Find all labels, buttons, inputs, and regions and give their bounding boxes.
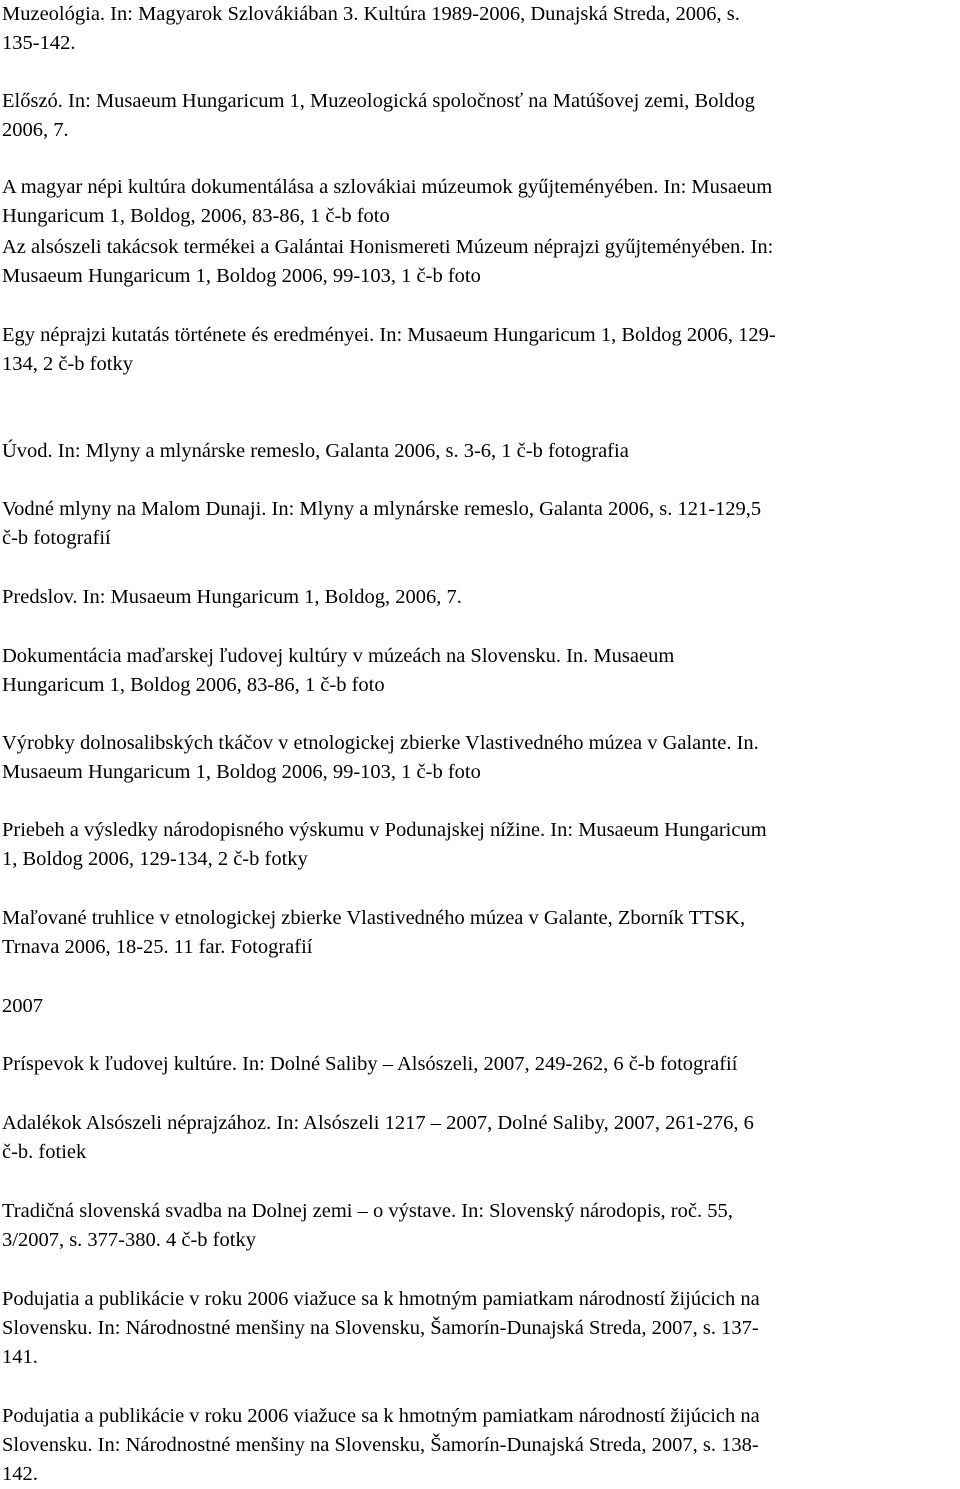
- bibliography-entry: [2, 87, 952, 145]
- entry-line: 141.: [2, 1346, 38, 1368]
- entry-line: Slovensku. In: Národnostné menšiny na Slovensku, Šamorín-Dunajská Streda, 2007, s. 137-: [2, 1317, 759, 1339]
- entry-line: Výrobky dolnosalibských tkáčov v etnologickej zbierke Vlastivedného múzea v Galante. In.: [2, 732, 759, 754]
- entry-line: Előszó. In: Musaeum Hungaricum 1, Muzeologická spoločnosť na Matúšovej zemi, Boldog: [2, 90, 755, 112]
- entry-line: 2006, 7.: [2, 119, 69, 141]
- bibliography-entry: [2, 1109, 952, 1167]
- bibliography-entry: [2, 1285, 952, 1372]
- entry-line: Maľované truhlice v etnologickej zbierke Vlastivedného múzea v Galante, Zborník TTSK,: [2, 907, 746, 929]
- entry-line: Predslov. In: Musaeum Hungaricum 1, Boldog, 2006, 7.: [2, 586, 462, 608]
- bibliography-entry: [2, 816, 952, 874]
- entry-line: Slovensku. In: Národnostné menšiny na Slovensku, Šamorín-Dunajská Streda, 2007, s. 138-: [2, 1434, 759, 1456]
- bibliography-entry: [2, 642, 952, 700]
- entry-line: 2007: [2, 995, 43, 1017]
- entry-line: Musaeum Hungaricum 1, Boldog 2006, 99-103, 1 č-b foto: [2, 761, 481, 783]
- bibliography-entry: [2, 583, 952, 612]
- entry-line: 3/2007, s. 377-380. 4 č-b fotky: [2, 1229, 256, 1251]
- entry-line: A magyar népi kultúra dokumentálása a szlovákiai múzeumok gyűjteményében. In: Musaeum: [2, 176, 773, 198]
- entry-line: Hungaricum 1, Boldog 2006, 83-86, 1 č-b foto: [2, 674, 385, 696]
- entry-line: Egy néprajzi kutatás története és eredményei. In: Musaeum Hungaricum 1, Boldog 2006, 129-: [2, 324, 776, 346]
- entry-line: Podujatia a publikácie v roku 2006 viažuce sa k hmotným pamiatkam národností žijúcich na: [2, 1288, 760, 1310]
- entry-line: Tradičná slovenská svadba na Dolnej zemi – o výstave. In: Slovenský národopis, roč. 55,: [2, 1200, 733, 1222]
- bibliography-entry: [2, 233, 952, 291]
- year-heading: [2, 992, 952, 1021]
- bibliography-entry: [2, 495, 952, 553]
- bibliography-entry: [2, 321, 952, 379]
- entry-line: Príspevok k ľudovej kultúre. In: Dolné Saliby – Alsószeli, 2007, 249-262, 6 č-b fotografií: [2, 1053, 738, 1075]
- entry-line: č-b fotografií: [2, 527, 111, 549]
- bibliography-entry: [2, 173, 952, 231]
- bibliography-entry: [2, 0, 952, 58]
- entry-line: č-b. fotiek: [2, 1141, 87, 1163]
- bibliography-entry: [2, 1050, 952, 1079]
- entry-line: 142.: [2, 1463, 38, 1485]
- entry-line: Adalékok Alsószeli néprajzához. In: Alsószeli 1217 – 2007, Dolné Saliby, 2007, 261-276, 6: [2, 1112, 754, 1134]
- entry-line: Podujatia a publikácie v roku 2006 viažuce sa k hmotným pamiatkam národností žijúcich na: [2, 1405, 760, 1427]
- entry-line: Musaeum Hungaricum 1, Boldog 2006, 99-103, 1 č-b foto: [2, 265, 481, 287]
- entry-line: 134, 2 č-b fotky: [2, 353, 133, 375]
- bibliography-entry: [2, 904, 952, 962]
- bibliography-entry: [2, 1197, 952, 1255]
- entry-line: Trnava 2006, 18-25. 11 far. Fotografií: [2, 936, 313, 958]
- entry-line: Vodné mlyny na Malom Dunaji. In: Mlyny a mlynárske remeslo, Galanta 2006, s. 121-129,5: [2, 498, 762, 520]
- entry-line: Hungaricum 1, Boldog, 2006, 83-86, 1 č-b foto: [2, 205, 390, 227]
- entry-line: Priebeh a výsledky národopisného výskumu v Podunajskej nížine. In: Musaeum Hungaricum: [2, 819, 767, 841]
- entry-line: Az alsószeli takácsok termékei a Galántai Honismereti Múzeum néprajzi gyűjteményében. In:: [2, 236, 774, 258]
- entry-line: 135-142.: [2, 32, 76, 54]
- bibliography-entry: [2, 729, 952, 787]
- bibliography-entry: [2, 1402, 952, 1489]
- entry-line: Muzeológia. In: Magyarok Szlovákiában 3. Kultúra 1989-2006, Dunajská Streda, 2006, s.: [2, 3, 740, 25]
- entry-line: Dokumentácia maďarskej ľudovej kultúry v múzeách na Slovensku. In. Musaeum: [2, 645, 675, 667]
- entry-line: Úvod. In: Mlyny a mlynárske remeslo, Galanta 2006, s. 3-6, 1 č-b fotografia: [2, 440, 629, 462]
- bibliography-entry: [2, 437, 952, 466]
- entry-line: 1, Boldog 2006, 129-134, 2 č-b fotky: [2, 848, 308, 870]
